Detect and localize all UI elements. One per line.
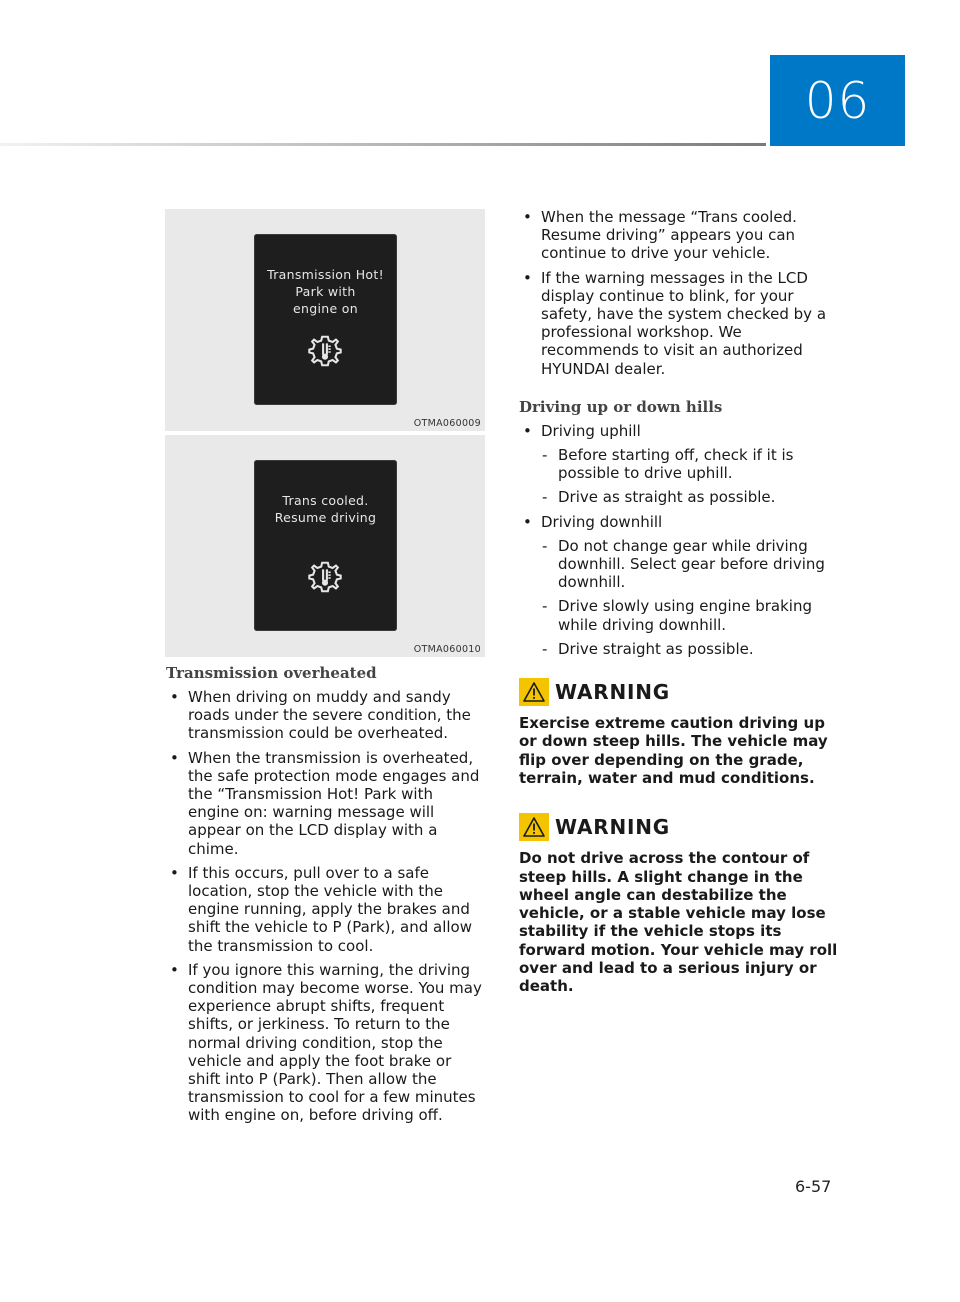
bullet-item: • When driving on muddy and sandy roads under the severe condition, the transmission could be overheated. bbox=[166, 688, 488, 743]
hills-bullet-list bbox=[519, 422, 844, 658]
bullet-item: • If this occurs, pull over to a safe location, stop the vehicle with the engine running, apply the brakes and shift the vehicle to P (Park), and allow the transmission to cool. bbox=[166, 864, 488, 955]
warning-box bbox=[519, 813, 844, 995]
lcd-message: Trans cooled. Resume driving bbox=[274, 493, 377, 525]
section-heading: Driving up or down hills bbox=[519, 397, 723, 416]
dash-item: - Drive slowly using engine braking while driving downhill. bbox=[541, 597, 844, 633]
chapter-number-tab: 06 bbox=[770, 55, 905, 146]
bullet-item: • If you ignore this warning, the driving condition may become worse. You may experience abrupt shifts, frequent shifts, or jerkiness. To return to the normal driving condition, stop the vehicle and apply the foot brake or shift into P (Park). Then allow the transmission to cool for a few minutes with engine on, before driving off. bbox=[166, 961, 488, 1125]
lcd-message: Transmission Hot! Park with engine on bbox=[267, 267, 384, 316]
figure-code: OTMA060010 bbox=[413, 644, 481, 655]
bullet-item: • When the message “Trans cooled. Resume driving” appears you can continue to drive your vehicle. bbox=[519, 208, 844, 263]
bullet-item: • If the warning messages in the LCD display continue to blink, for your safety, have the system checked by a professional workshop. We recommends to visit an authorized HYUNDAI dealer. bbox=[519, 269, 844, 378]
lcd-figure-transmission-hot bbox=[165, 209, 485, 431]
page-number: 6-57 bbox=[795, 1177, 832, 1196]
warning-triangle-icon bbox=[519, 678, 549, 706]
lcd-display bbox=[254, 460, 397, 631]
bullet-list bbox=[166, 688, 488, 1125]
bullet-label: Driving uphill bbox=[541, 421, 641, 440]
figure-code: OTMA060009 bbox=[413, 418, 481, 429]
dash-list bbox=[541, 446, 844, 507]
dash-item: - Do not change gear while driving downhill. Select gear before driving downhill. bbox=[541, 537, 844, 592]
transmission-temperature-gear-icon bbox=[306, 558, 344, 596]
warning-text: Do not drive across the contour of steep hills. A slight change in the wheel angle can destabilize the vehicle, or a stable vehicle may lose stability if the vehicle stops its forward motion. Your vehicle may roll over and lead to a serious injury or death. bbox=[519, 849, 838, 996]
warning-title: WARNING bbox=[555, 815, 670, 840]
bullet-label: Driving downhill bbox=[541, 512, 663, 531]
bullet-item-downhill bbox=[519, 513, 844, 658]
dash-item: - Drive straight as possible. bbox=[541, 640, 844, 658]
warning-header bbox=[519, 813, 844, 841]
right-column bbox=[519, 208, 844, 996]
dash-item: - Drive as straight as possible. bbox=[541, 488, 844, 506]
bullet-item-uphill bbox=[519, 422, 844, 507]
bullet-item: • When the transmission is overheated, the safe protection mode engages and the “Transmission Hot! Park with engine on: warning message will appear on the LCD display with a chime. bbox=[166, 749, 488, 858]
warning-text: Exercise extreme caution driving up or down steep hills. The vehicle may flip over depending on the grade, terrain, water and mud conditions. bbox=[519, 714, 828, 787]
transmission-overheated-section bbox=[166, 664, 488, 1131]
lcd-display bbox=[254, 234, 397, 405]
bullet-list bbox=[519, 208, 844, 378]
lcd-figure-trans-cooled bbox=[165, 435, 485, 657]
warning-triangle-icon bbox=[519, 813, 549, 841]
header-rule bbox=[0, 143, 766, 146]
warning-title: WARNING bbox=[555, 680, 670, 705]
warning-box bbox=[519, 678, 844, 787]
transmission-temperature-gear-icon bbox=[306, 332, 344, 370]
section-heading: Transmission overheated bbox=[166, 664, 377, 682]
dash-list bbox=[541, 537, 844, 658]
warning-header bbox=[519, 678, 844, 706]
dash-item: - Before starting off, check if it is possible to drive uphill. bbox=[541, 446, 844, 482]
